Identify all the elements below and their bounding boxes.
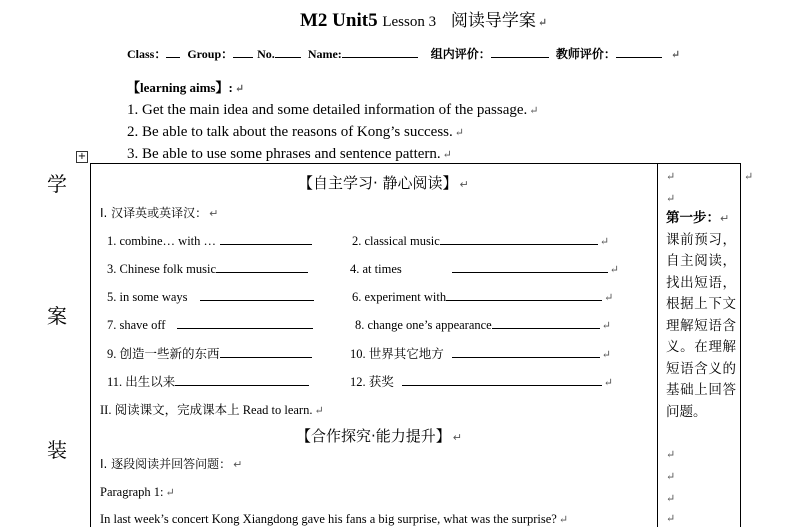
answer-blank[interactable] — [446, 288, 602, 301]
section-heading: 【自主学习· 静心阅读】 ↵ — [298, 174, 469, 192]
table-divider — [657, 163, 658, 527]
paragraph-mark: ↵ — [666, 449, 676, 461]
teacher-eval-blank[interactable] — [616, 45, 662, 58]
vocab-item: 2. classical music ↵ — [352, 234, 610, 248]
sidebar-step: 第一步： — [666, 210, 720, 226]
vocab-item: 3. Chinese folk music — [107, 260, 308, 277]
side-char: 案 — [47, 304, 67, 328]
table-move-handle-icon[interactable]: + — [77, 151, 87, 162]
aims-heading: 【learning aims】: ↵ — [127, 80, 245, 95]
answer-blank[interactable] — [200, 288, 314, 301]
vocab-item: 4. at times ↵ — [350, 262, 619, 276]
vocab-item: 5. in some ways — [107, 288, 314, 305]
paragraph-mark: ↵ — [666, 193, 676, 205]
vocab-item: 12. 获奖 ↵ — [350, 375, 613, 389]
section-heading: 【合作探究·能力提升】 ↵ — [296, 427, 462, 445]
vocab-item: 11. 出生以来 — [107, 372, 309, 390]
page-title — [300, 6, 547, 32]
teacher-eval-label: 教师评价： — [555, 47, 616, 61]
group-eval-label: 组内评价： — [430, 47, 491, 61]
table-right-border — [740, 163, 741, 527]
vocab-item: 10. 世界其它地方 ↵ — [350, 347, 611, 361]
group-label: Group： — [187, 47, 234, 61]
aim-item: 3. Be able to use some phrases and sentence pattern. ↵ — [127, 146, 452, 162]
title-main: M2 Unit5 — [300, 10, 378, 31]
paragraph-mark: ↵ — [666, 171, 676, 183]
answer-blank[interactable] — [216, 260, 308, 273]
answer-blank[interactable] — [402, 373, 602, 386]
vocab-item: 9. 创造一些新的东西 — [107, 344, 312, 362]
question-text: In last week’s concert Kong Xiangdong gave his fans a big surprise, what was the surprise? ↵ — [100, 512, 569, 526]
section-part: I. 汉译英或英译汉： ↵ — [100, 206, 219, 220]
section-part: I. 逐段阅读并回答问题： ↵ — [100, 457, 243, 471]
table-top-border — [90, 163, 740, 164]
sidebar-note: 第一步：↵ 课前预习，自主阅读，找出短语，根据上下文理解短语含义。在理解短语含义的基础上回答问题。 — [666, 210, 736, 420]
paragraph-mark: ↵ — [744, 171, 754, 183]
no-label: No. — [257, 47, 275, 61]
answer-blank[interactable] — [452, 260, 608, 273]
name-blank[interactable] — [342, 45, 418, 58]
vocab-item: 8. change one’s appearance ↵ — [355, 318, 611, 332]
table-left-border — [90, 163, 91, 527]
answer-blank[interactable] — [492, 316, 600, 329]
info-line — [127, 45, 680, 62]
group-eval-blank[interactable] — [491, 45, 549, 58]
sidebar-text: 课前预习，自主阅读，找出短语，根据上下文理解短语含义。在理解短语含义的基础上回答问题。 — [666, 231, 736, 420]
paragraph-mark: ↵ — [666, 493, 676, 505]
answer-blank[interactable] — [440, 232, 598, 245]
aim-item: 1. Get the main idea and some detailed information of the passage. ↵ — [127, 102, 539, 118]
answer-blank[interactable] — [220, 345, 312, 358]
paragraph-mark: ↵ — [666, 513, 676, 525]
paragraph-mark: ↵ — [670, 49, 681, 61]
side-char: 学 — [47, 172, 67, 196]
section-part: II. 阅读课文，完成课本上 Read to learn. ↵ — [100, 403, 324, 417]
aim-item: 2. Be able to talk about the reasons of Kong’s success. ↵ — [127, 124, 464, 140]
vocab-item: 1. combine… with … — [107, 232, 312, 249]
answer-blank[interactable] — [177, 316, 313, 329]
class-label: Class： — [127, 47, 167, 61]
class-blank[interactable] — [166, 45, 180, 58]
title-cn: 阅读导学案 — [450, 11, 536, 30]
answer-blank[interactable] — [175, 373, 309, 386]
paragraph-label: Paragraph 1: ↵ — [100, 485, 175, 499]
answer-blank[interactable] — [452, 345, 600, 358]
vocab-item: 7. shave off — [107, 316, 313, 333]
vocab-item: 6. experiment with ↵ — [352, 290, 614, 304]
paragraph-mark: ↵ — [666, 471, 676, 483]
paragraph-mark: ↵ — [537, 17, 548, 29]
title-lesson: Lesson 3 — [382, 14, 437, 30]
group-blank[interactable] — [233, 45, 253, 58]
answer-blank[interactable] — [220, 232, 312, 245]
no-blank[interactable] — [275, 45, 301, 58]
name-label: Name: — [307, 47, 342, 61]
side-char: 装 — [47, 438, 67, 462]
